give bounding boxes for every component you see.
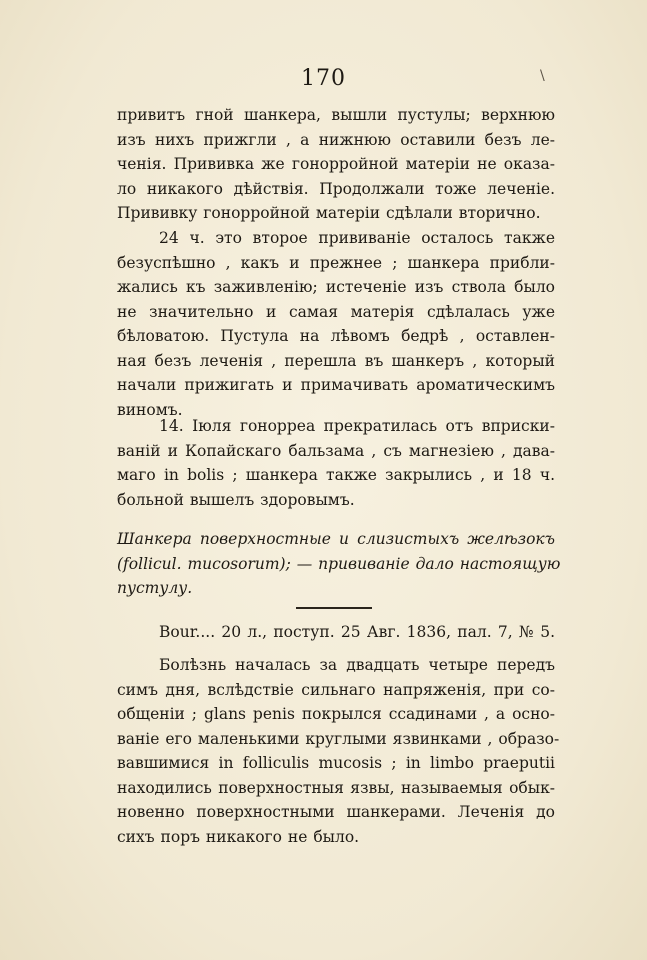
margin-mark: \ (540, 68, 545, 84)
text-line: ная безъ леченія , перешла въ шанкеръ , который (117, 351, 555, 370)
text-line: жались къ заживленію; истеченіе изъ ствола было (117, 278, 555, 296)
paragraph-day-24 (117, 226, 555, 422)
heading-line: пустулу. (117, 579, 193, 597)
text-line: маго in bolis ; шанкера также закрылись , и 18 ч. (117, 466, 555, 484)
text-line: Прививку гонорройной матеріи сдѣлали вторично. (117, 204, 541, 222)
text-line: ченія. Прививка же гонорройной матеріи не оказа- (117, 155, 555, 173)
heading-line: Шанкера поверхностные и слизистыхъ желѣзокъ (117, 530, 555, 548)
paragraph-continuation (117, 103, 555, 226)
section-divider (296, 607, 372, 609)
text-line: 24 ч. это второе прививаніе осталось также (159, 229, 555, 247)
heading-line: (follicul. mucosorum); — прививаніе дало настоящую (117, 554, 561, 573)
section-heading (117, 527, 561, 601)
text-line: симъ дня, вслѣдствіе сильнаго напряженія, при со- (117, 680, 555, 699)
text-line: привитъ гной шанкера, вышли пустулы; верхнюю (117, 106, 555, 124)
text-line: начали прижигать и примачивать ароматическимъ (117, 376, 555, 394)
text-line: Болѣзнь началась за двадцать четыре передъ (159, 656, 555, 674)
case-header (117, 620, 555, 645)
text-line: изъ нихъ прижгли , а нижнюю оставили безъ ле- (117, 130, 555, 149)
text-line: ваніе его маленькими круглыми язвинками , образо- (117, 729, 560, 748)
text-line: 14. Іюля гонорреа прекратилась отъ вприски- (159, 417, 555, 435)
text-line: больной вышелъ здоровымъ. (117, 490, 355, 509)
page-number: 170 (301, 66, 346, 91)
paragraph-july-14 (117, 414, 555, 512)
text-line: сихъ поръ никакого не было. (117, 827, 360, 846)
text-line: ваній и Копайскаго бальзама , съ магнезіею , дава- (117, 441, 555, 460)
text-line: безуспѣшно , какъ и прежнее ; шанкера прибли- (117, 253, 555, 272)
text-line: не значительно и самая матерія сдѣлалась уже (117, 302, 555, 321)
text-line: общеніи ; glans penis покрылся ссадинами , а осно- (117, 705, 555, 723)
text-line: вавшимися in folliculis mucosis ; in limbo praeputii (117, 754, 555, 772)
text-line: ло никакого дѣйствія. Продолжали тоже леченіе. (117, 179, 555, 198)
paragraph-case-description (117, 653, 560, 849)
text-line: бѣловатою. Пустула на лѣвомъ бедрѣ , оставлен- (117, 327, 555, 345)
text-line: новенно поверхностными шанкерами. Леченія до (117, 803, 555, 821)
text-line: находились поверхностныя язвы, называемыя обык- (117, 778, 555, 797)
case-header-line: Bour.... 20 л., поступ. 25 Авг. 1836, пал. 7, № 5. (159, 623, 555, 641)
text-line: виномъ. (117, 400, 183, 419)
